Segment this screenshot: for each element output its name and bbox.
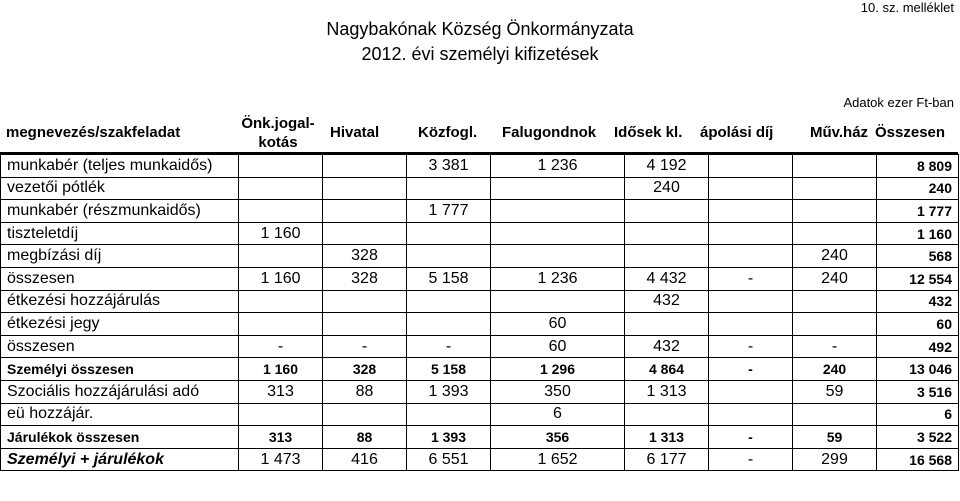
row-total: 12 554 <box>877 267 959 290</box>
cell-value: 1 296 <box>491 358 625 381</box>
cell-value: 1 652 <box>491 448 625 471</box>
units-note: Adatok ezer Ft-ban <box>843 95 954 110</box>
table-row <box>1 200 959 223</box>
cell-value: 1 236 <box>491 267 625 290</box>
cell-value <box>793 290 877 313</box>
row-total: 6 <box>877 403 959 426</box>
row-total: 240 <box>877 177 959 200</box>
cell-value: 1 393 <box>407 426 491 449</box>
header-onk <box>238 114 318 152</box>
cell-value: 1 236 <box>491 155 625 178</box>
document-subtitle: 2012. évi személyi kifizetések <box>361 44 599 64</box>
cell-value <box>323 177 407 200</box>
table-row <box>1 403 959 426</box>
cell-value: 4 192 <box>625 155 709 178</box>
table-row <box>1 335 959 358</box>
header-onk-line2: kotás <box>258 134 298 151</box>
cell-value: 328 <box>323 245 407 268</box>
cell-value <box>709 200 793 223</box>
cell-value: - <box>709 448 793 471</box>
cell-value <box>239 290 323 313</box>
cell-value: 1 160 <box>239 222 323 245</box>
row-label: Szociális hozzájárulási adó <box>1 380 239 403</box>
cell-value <box>407 222 491 245</box>
row-total: 432 <box>877 290 959 313</box>
cell-value <box>709 380 793 403</box>
cell-value <box>709 245 793 268</box>
table-row <box>1 358 959 381</box>
cell-value: 88 <box>323 380 407 403</box>
cell-value <box>625 222 709 245</box>
cell-value <box>709 222 793 245</box>
cell-value: 350 <box>491 380 625 403</box>
cell-value: 88 <box>323 426 407 449</box>
cell-value: 5 158 <box>407 267 491 290</box>
cell-value <box>239 245 323 268</box>
row-total: 3 516 <box>877 380 959 403</box>
cell-value <box>323 155 407 178</box>
row-total: 13 046 <box>877 358 959 381</box>
table-row <box>1 155 959 178</box>
row-label: eü hozzájár. <box>1 403 239 426</box>
cell-value: 3 381 <box>407 155 491 178</box>
table-row <box>1 426 959 449</box>
cell-value: - <box>793 335 877 358</box>
cell-value <box>793 177 877 200</box>
row-total: 16 568 <box>877 448 959 471</box>
cell-value <box>323 313 407 336</box>
header-falugondnok: Falugondnok <box>502 124 597 141</box>
cell-value: 1 393 <box>407 380 491 403</box>
table-row <box>1 380 959 403</box>
cell-value <box>407 177 491 200</box>
cell-value: 59 <box>793 426 877 449</box>
cell-value: 1 160 <box>239 267 323 290</box>
header-idosek: Idősek kl. <box>614 124 683 141</box>
header-hivatal: Hivatal <box>330 124 380 141</box>
table-row <box>1 267 959 290</box>
header-kozfogl: Közfogl. <box>418 124 478 141</box>
cell-value: 356 <box>491 426 625 449</box>
cell-value: - <box>323 335 407 358</box>
cell-value: - <box>239 335 323 358</box>
cell-value <box>491 290 625 313</box>
cell-value <box>625 200 709 223</box>
cell-value: - <box>407 335 491 358</box>
cell-value <box>239 313 323 336</box>
cell-value: 6 <box>491 403 625 426</box>
cell-value <box>239 403 323 426</box>
cell-value <box>407 313 491 336</box>
cell-value <box>793 222 877 245</box>
cell-value <box>407 290 491 313</box>
cell-value <box>491 245 625 268</box>
cell-value: 4 864 <box>625 358 709 381</box>
row-label: munkabér (részmunkaidős) <box>1 200 239 223</box>
row-label: Személyi összesen <box>1 358 239 381</box>
header-muvhaz: Műv.ház <box>810 124 869 141</box>
table-row <box>1 177 959 200</box>
cell-value <box>625 245 709 268</box>
cell-value: - <box>709 267 793 290</box>
cell-value: 240 <box>793 358 877 381</box>
row-label: munkabér (teljes munkaidős) <box>1 155 239 178</box>
annex-label: 10. sz. melléklet <box>860 0 954 15</box>
cell-value: 432 <box>625 290 709 313</box>
table-row <box>1 448 959 471</box>
cell-value: 60 <box>491 313 625 336</box>
row-total: 1 777 <box>877 200 959 223</box>
cell-value <box>709 177 793 200</box>
payments-table <box>0 154 959 471</box>
cell-value <box>793 155 877 178</box>
row-label: megbízási díj <box>1 245 239 268</box>
cell-value <box>239 177 323 200</box>
cell-value <box>407 245 491 268</box>
table-row <box>1 290 959 313</box>
cell-value: 313 <box>239 380 323 403</box>
cell-value <box>491 177 625 200</box>
document-title: Nagybakónak Község Önkormányzata <box>326 19 634 39</box>
cell-value: 240 <box>793 245 877 268</box>
cell-value <box>323 403 407 426</box>
row-total: 60 <box>877 313 959 336</box>
cell-value: - <box>709 426 793 449</box>
table-row <box>1 222 959 245</box>
table-row <box>1 313 959 336</box>
cell-value: 1 313 <box>625 426 709 449</box>
cell-value: 240 <box>625 177 709 200</box>
cell-value <box>323 290 407 313</box>
cell-value: 240 <box>793 267 877 290</box>
cell-value: 299 <box>793 448 877 471</box>
row-total: 8 809 <box>877 155 959 178</box>
cell-value <box>709 290 793 313</box>
cell-value <box>407 403 491 426</box>
cell-value <box>709 403 793 426</box>
header-onk-line1: Önk.jogal- <box>241 115 315 132</box>
cell-value: 1 160 <box>239 358 323 381</box>
cell-value <box>239 200 323 223</box>
cell-value <box>793 313 877 336</box>
header-name: megnevezés/szakfeladat <box>6 124 181 141</box>
cell-value: 6 177 <box>625 448 709 471</box>
cell-value: 59 <box>793 380 877 403</box>
row-label: Személyi + járulékok <box>1 448 239 471</box>
cell-value: 416 <box>323 448 407 471</box>
cell-value: 328 <box>323 358 407 381</box>
cell-value <box>491 200 625 223</box>
cell-value <box>239 155 323 178</box>
row-total: 1 160 <box>877 222 959 245</box>
cell-value: 1 313 <box>625 380 709 403</box>
header-apolasi: ápolási díj <box>700 124 774 141</box>
cell-value <box>625 403 709 426</box>
cell-value: 4 432 <box>625 267 709 290</box>
row-label: összesen <box>1 267 239 290</box>
table-row <box>1 245 959 268</box>
row-label: Járulékok összesen <box>1 426 239 449</box>
row-label: összesen <box>1 335 239 358</box>
row-label: vezetői pótlék <box>1 177 239 200</box>
cell-value: 313 <box>239 426 323 449</box>
cell-value: 60 <box>491 335 625 358</box>
cell-value: - <box>709 358 793 381</box>
cell-value: 5 158 <box>407 358 491 381</box>
cell-value: 1 473 <box>239 448 323 471</box>
cell-value <box>323 222 407 245</box>
row-label: tiszteletdíj <box>1 222 239 245</box>
cell-value: 1 777 <box>407 200 491 223</box>
row-label: étkezési hozzájárulás <box>1 290 239 313</box>
row-label: étkezési jegy <box>1 313 239 336</box>
cell-value <box>793 200 877 223</box>
cell-value: 328 <box>323 267 407 290</box>
cell-value: 6 551 <box>407 448 491 471</box>
cell-value <box>709 155 793 178</box>
cell-value: 432 <box>625 335 709 358</box>
header-osszesen: Összesen <box>875 124 946 141</box>
row-total: 492 <box>877 335 959 358</box>
cell-value: - <box>709 335 793 358</box>
cell-value <box>491 222 625 245</box>
row-total: 3 522 <box>877 426 959 449</box>
cell-value <box>323 200 407 223</box>
cell-value <box>625 313 709 336</box>
cell-value <box>793 403 877 426</box>
row-total: 568 <box>877 245 959 268</box>
cell-value <box>709 313 793 336</box>
